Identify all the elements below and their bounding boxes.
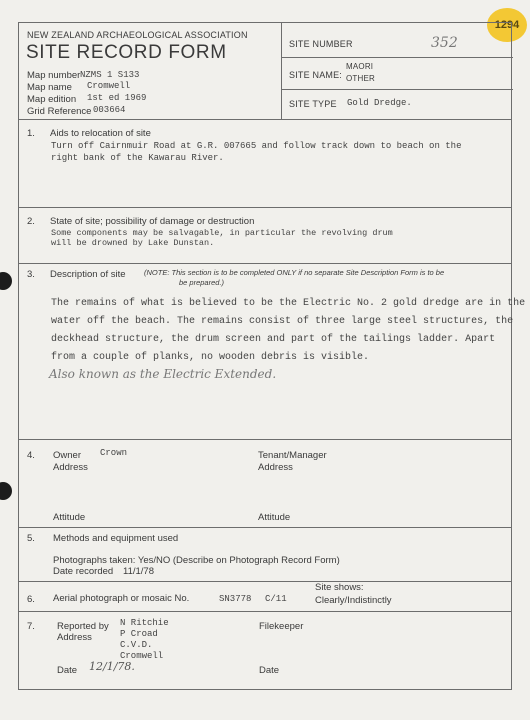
section-3-text-line: The remains of what is believed to be the Electric No. 2 gold dredge are in the <box>51 298 526 309</box>
grid-reference-label: Grid Reference <box>27 106 92 117</box>
section-2-number: 2. <box>27 216 35 227</box>
file-number-sticker: 1294 <box>487 8 527 42</box>
punch-hole <box>0 482 12 500</box>
section-5-label: Methods and equipment used <box>53 533 179 544</box>
section-5-number: 5. <box>27 533 35 544</box>
map-edition-label: Map edition <box>27 94 77 105</box>
map-number-value: NZMS 1 S133 <box>80 70 140 80</box>
tenant-attitude-label: Attitude <box>258 512 291 523</box>
date-recorded-label: Date recorded <box>53 566 114 577</box>
site-number-value: 352 <box>431 35 458 51</box>
site-name-label: SITE NAME: <box>289 70 343 80</box>
section-3-label: Description of site <box>50 269 126 280</box>
map-name-label: Map name <box>27 82 72 93</box>
header-divider <box>281 23 282 119</box>
section-1-number: 1. <box>27 128 35 139</box>
section-2-text-line: Some components may be salvagable, in particular the revolving drum <box>51 228 393 238</box>
section-3-text-line: from a couple of planks, no wooden debris is visible. <box>51 352 370 363</box>
tenant-label: Tenant/Manager <box>258 450 327 461</box>
header-rule <box>281 57 513 58</box>
date-recorded-value: 11/1/78 <box>123 566 154 577</box>
reporter-address-label: Address <box>57 632 92 643</box>
section-6-label: Aerial photograph or mosaic No. <box>53 593 190 604</box>
grid-reference-value: 003664 <box>93 105 126 115</box>
section-1-label: Aids to relocation of site <box>50 128 151 139</box>
reporter-line: P Croad <box>120 629 158 639</box>
section-2-text-line: will be drowned by Lake Dunstan. <box>51 238 215 248</box>
site-shows-label: Site shows: <box>315 582 364 593</box>
header-rule <box>281 89 513 90</box>
clearly-indistinctly-label: Clearly/Indistinctly <box>315 595 392 606</box>
section-divider <box>19 439 511 440</box>
section-divider <box>19 611 511 612</box>
map-edition-value: 1st ed 1969 <box>87 93 147 103</box>
reported-by-label: Reported by <box>57 621 109 632</box>
map-number-label: Map number <box>27 70 81 81</box>
aerial-photo-number: SN3778 <box>219 594 252 604</box>
section-1-text-line: Turn off Cairnmuir Road at G.R. 007665 and follow track down to beach on the <box>51 141 462 151</box>
section-divider <box>19 527 511 528</box>
reporter-line: C.V.D. <box>120 640 153 650</box>
owner-address-label: Address <box>53 462 88 473</box>
section-3-text-line: deckhead structure, the drum screen and part of the tailings ladder. Apart <box>51 334 496 345</box>
aerial-photo-run: C/11 <box>265 594 287 604</box>
map-name-value: Cromwell <box>87 81 131 91</box>
site-record-form <box>18 22 526 690</box>
photographs-taken-text: Photographs taken: Yes/NO (Describe on Photograph Record Form) <box>53 555 340 566</box>
section-3-note: be prepared.) <box>179 278 225 287</box>
section-4-number: 4. <box>27 450 35 461</box>
filekeeper-date-label: Date <box>259 665 280 676</box>
tenant-address-label: Address <box>258 462 293 473</box>
section-3-handwritten-note: Also known as the Electric Extended. <box>49 367 277 381</box>
form-title: SITE RECORD FORM <box>26 42 227 63</box>
site-number-label: SITE NUMBER <box>289 39 353 49</box>
section-3-text-line: water off the beach. The remains consist of three large steel structures, the <box>51 316 514 327</box>
owner-label: Owner <box>53 450 81 461</box>
section-2-label: State of site; possibility of damage or destruction <box>50 216 255 227</box>
section-divider <box>19 119 511 120</box>
owner-attitude-label: Attitude <box>53 512 86 523</box>
section-divider <box>19 581 511 582</box>
reporter-line: Cromwell <box>120 651 164 661</box>
section-7-number: 7. <box>27 621 35 632</box>
site-name-maori: MAORI <box>346 62 374 71</box>
reporter-line: N Ritchie <box>120 618 169 628</box>
section-3-number: 3. <box>27 269 35 280</box>
section-divider <box>19 207 511 208</box>
section-6-number: 6. <box>27 594 35 605</box>
site-type-label: SITE TYPE <box>289 99 337 109</box>
filekeeper-label: Filekeeper <box>259 621 304 632</box>
report-date-value: 12/1/78. <box>89 660 135 673</box>
report-date-label: Date <box>57 665 78 676</box>
section-divider <box>19 263 511 264</box>
association-name: NEW ZEALAND ARCHAEOLOGICAL ASSOCIATION <box>27 30 248 40</box>
section-3-note: (NOTE: This section is to be completed ONLY if no separate Site Description Form is to be <box>144 268 445 277</box>
punch-hole <box>0 272 12 290</box>
site-type-value: Gold Dredge. <box>347 98 412 108</box>
site-name-other: OTHER <box>346 74 375 83</box>
section-1-text-line: right bank of the Kawarau River. <box>51 153 224 163</box>
owner-value: Crown <box>100 448 128 458</box>
